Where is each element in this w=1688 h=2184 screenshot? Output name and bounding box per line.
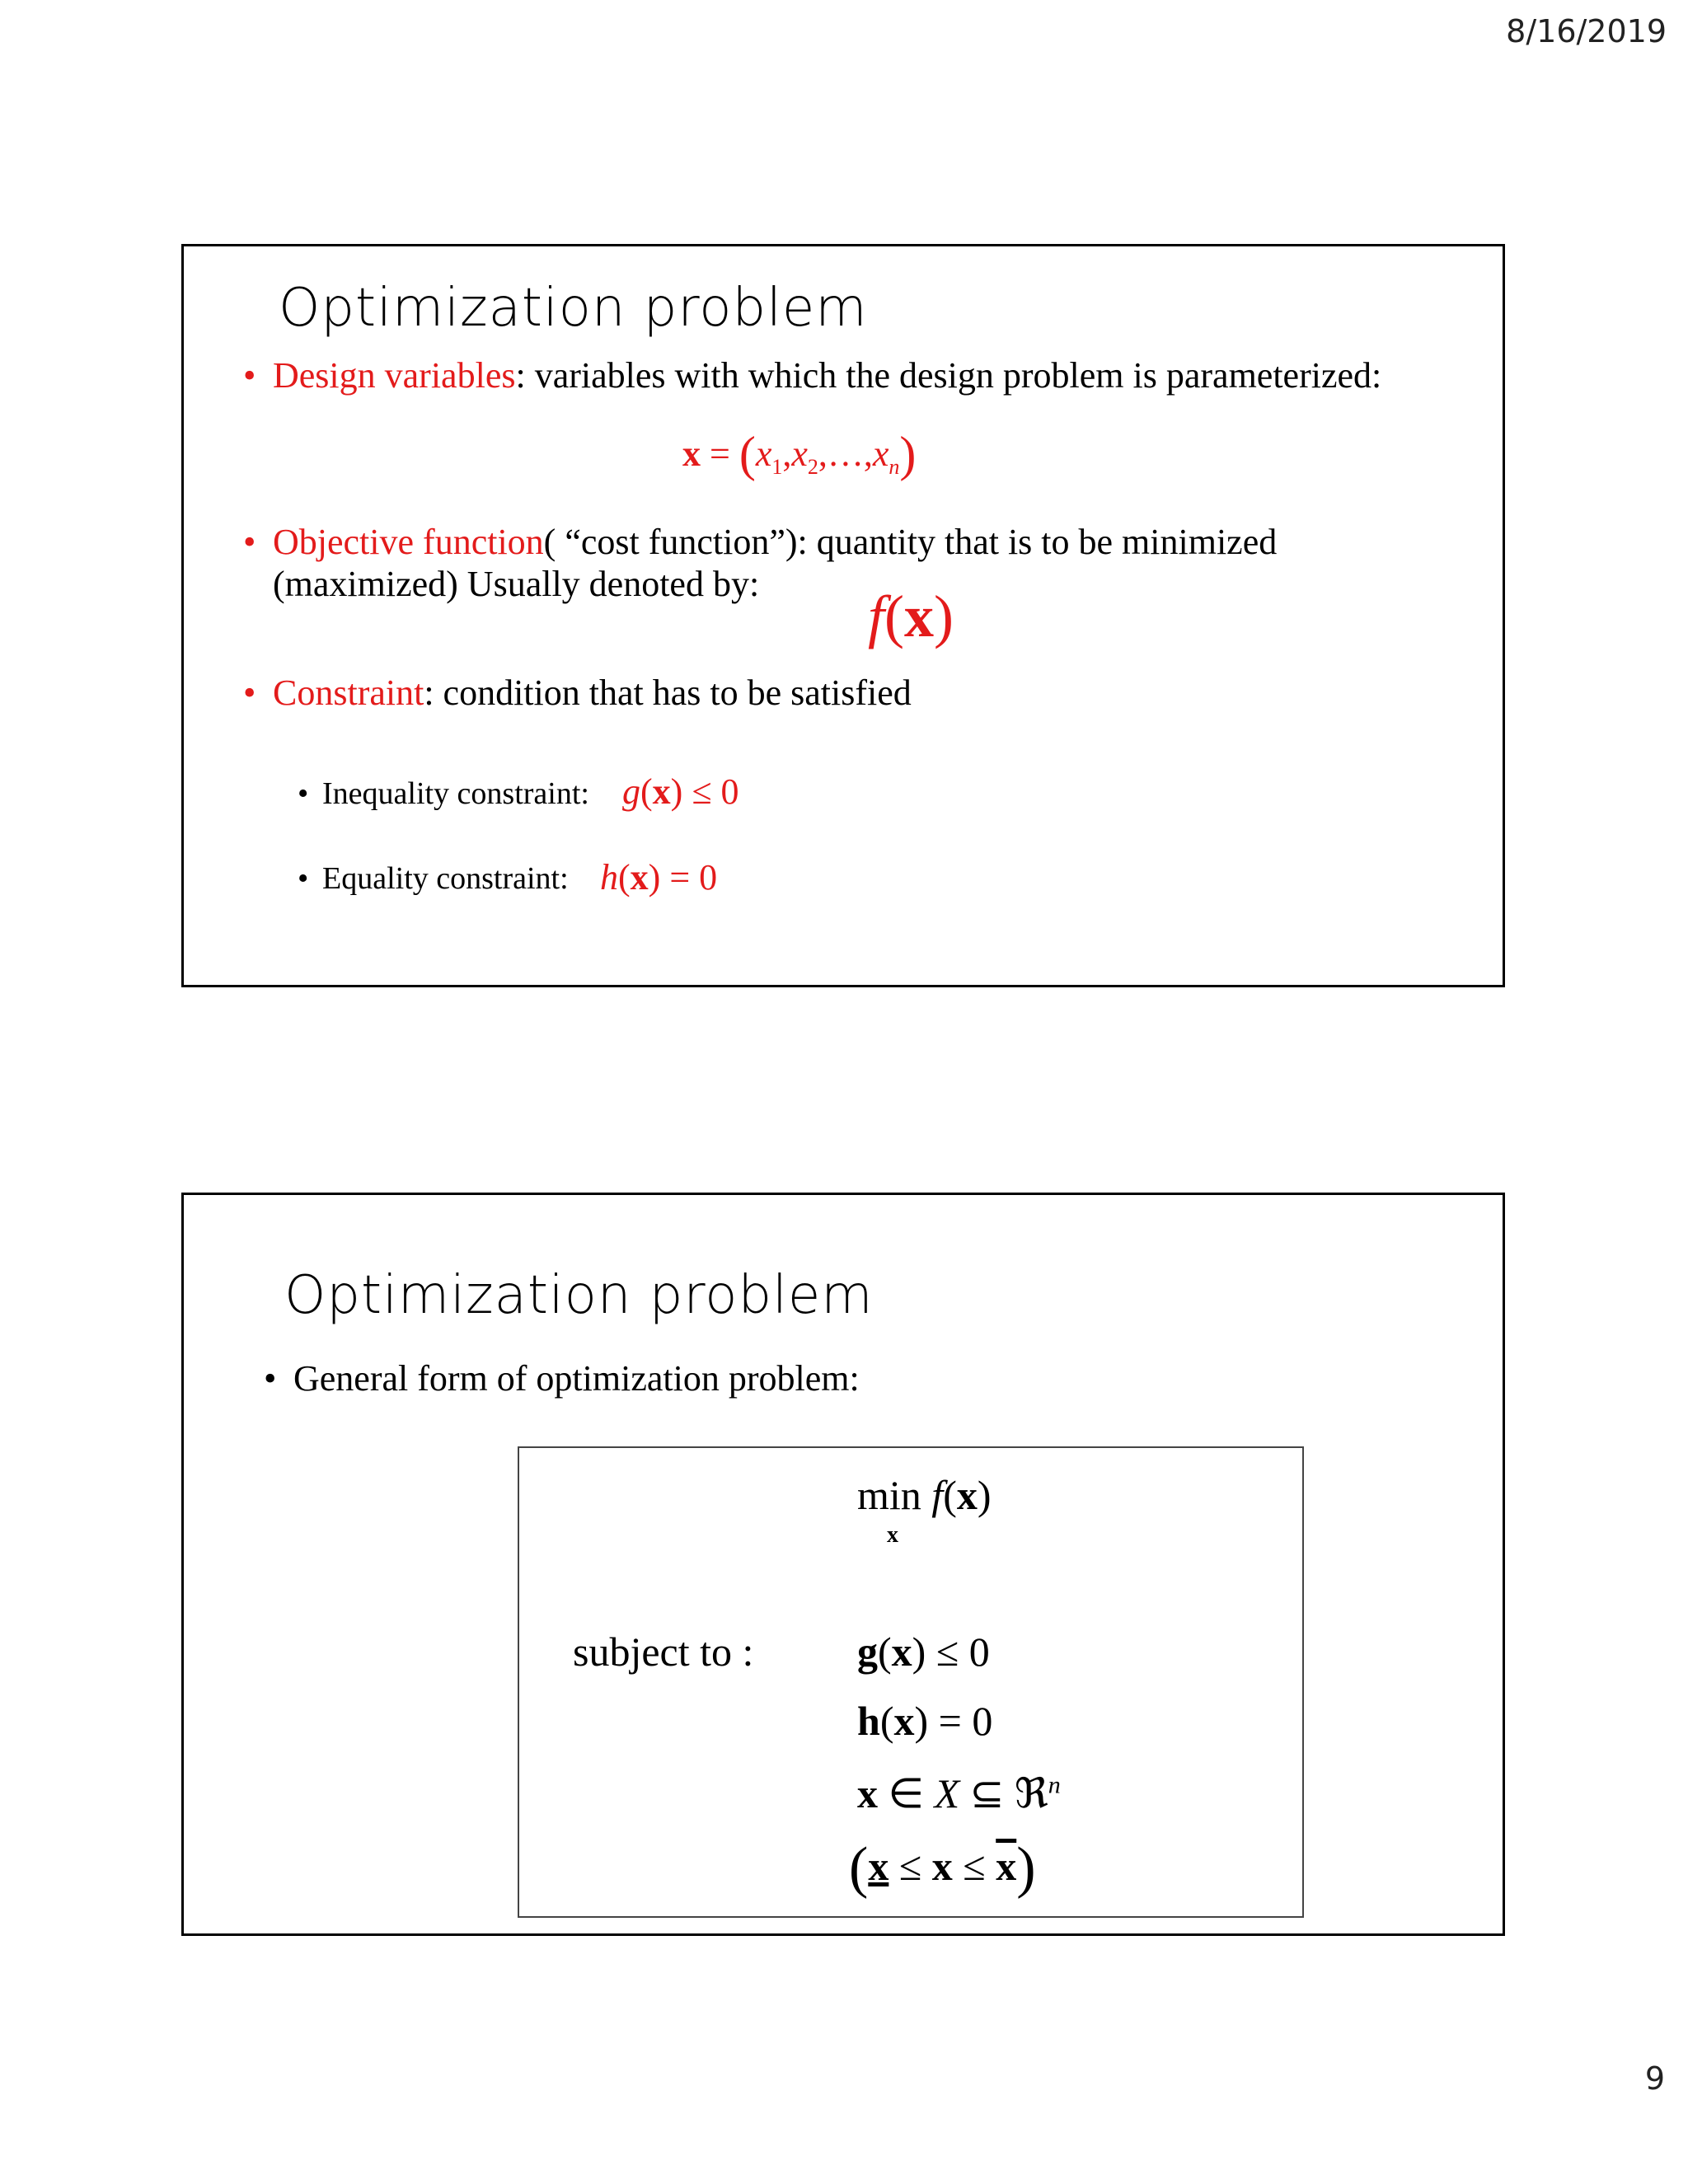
bullet-dot: • bbox=[298, 861, 309, 896]
bullet-dot: • bbox=[243, 522, 256, 562]
sub-bullet-equality: • Equality constraint: bbox=[298, 861, 569, 896]
page-number: 9 bbox=[1644, 2060, 1665, 2097]
slide-2 bbox=[181, 1193, 1505, 1936]
bullet-objective-line2: (maximized) Usually denoted by: bbox=[273, 564, 760, 604]
bullet-objective-function bbox=[243, 522, 1278, 563]
bullet-text: : condition that has to be satisfied bbox=[424, 673, 912, 713]
bullet-dot: • bbox=[264, 1358, 277, 1399]
bullet-dot: • bbox=[243, 673, 256, 713]
bound-constraint: $(x \le x \le \overline{x})$ bbox=[849, 1836, 1036, 1900]
equation-equality: h(x) = 0 bbox=[600, 857, 718, 898]
sub-bullet-inequality: • Inequality constraint: bbox=[298, 776, 589, 811]
minimize-subscript: x bbox=[887, 1522, 898, 1548]
equation-objective: f(x) bbox=[868, 583, 954, 649]
formulation-box bbox=[518, 1446, 1304, 1918]
page-date: 8/16/2019 bbox=[1506, 13, 1667, 49]
bullet-design-variables bbox=[243, 355, 1382, 396]
slide-2-title: Optimization problem bbox=[284, 1265, 874, 1326]
equation-inequality: g(x) ≤ 0 bbox=[622, 771, 739, 812]
slide-1-title: Optimization problem bbox=[279, 278, 868, 339]
term-constraint: Constraint bbox=[273, 673, 424, 713]
term-design-variables: Design variables bbox=[273, 355, 516, 396]
term-objective-function: Objective function bbox=[273, 522, 544, 562]
subject-to-label: subject to : bbox=[573, 1629, 754, 1675]
slide-1 bbox=[181, 244, 1505, 987]
bullet-general-form: • General form of optimization problem: bbox=[264, 1358, 860, 1399]
bullet-text: : variables with which the design problem is parameterized: bbox=[515, 355, 1382, 396]
bullet-text: ( “cost function”): quantity that is to be minimized bbox=[543, 522, 1278, 562]
equation-design-vector: $x = (x_1,x_2,\dots,x_n)$ bbox=[682, 427, 917, 481]
minimize-expression: min f(x) bbox=[857, 1472, 992, 1518]
domain-constraint: x ∈ X ⊆ ℜ$^n$ bbox=[857, 1770, 1061, 1816]
bullet-dot: • bbox=[243, 355, 256, 396]
inequality-constraint-vector: g(x) ≤ 0 bbox=[857, 1629, 990, 1675]
bullet-constraint bbox=[243, 673, 912, 714]
equality-constraint-vector: h(x) = 0 bbox=[857, 1698, 993, 1744]
bullet-dot: • bbox=[298, 776, 309, 811]
